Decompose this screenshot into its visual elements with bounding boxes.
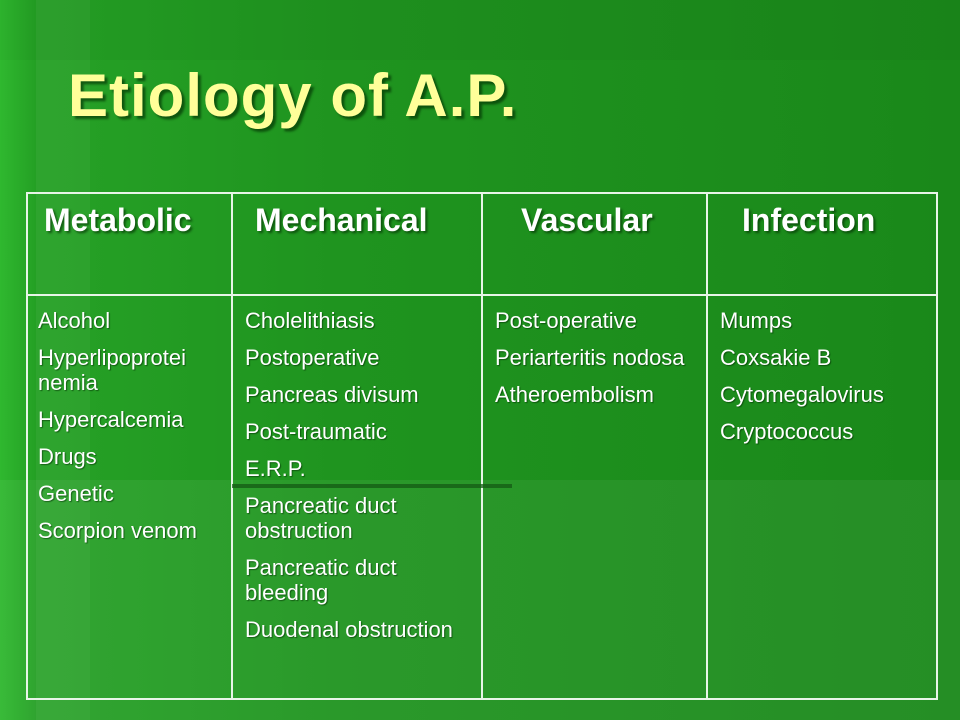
list-item: Drugs [38, 444, 97, 469]
list-item: Coxsakie B [720, 345, 832, 370]
header-cell-vascular [482, 193, 707, 295]
list-item: Cytomegalovirus [720, 382, 884, 407]
list-item: E.R.P. [245, 456, 306, 481]
header-cell-infection [707, 193, 937, 295]
infection-list [708, 296, 936, 444]
list-item: Mumps [720, 308, 793, 333]
list-item: Cholelithiasis [245, 308, 375, 333]
vascular-list [483, 296, 706, 407]
infection-cell [707, 295, 937, 699]
table-header-row [27, 193, 937, 295]
list-item: Periarteritis nodosa [495, 345, 685, 370]
list-item: Hypercalcemia [38, 407, 184, 432]
vascular-cell [482, 295, 707, 699]
column-header: Metabolic [44, 202, 192, 238]
list-item: Post-traumatic [245, 419, 387, 444]
list-item: Pancreatic duct obstruction [245, 493, 397, 543]
column-header: Mechanical [255, 202, 428, 238]
decorative-rule [232, 484, 512, 488]
list-item: Atheroembolism [495, 382, 654, 407]
list-item: Pancreatic duct bleeding [245, 555, 397, 605]
header-cell-metabolic [27, 193, 232, 295]
metabolic-cell [27, 295, 232, 699]
column-header: Vascular [521, 202, 653, 238]
background-stripe [0, 0, 960, 60]
list-item: Alcohol [38, 308, 111, 333]
etiology-table [26, 192, 938, 700]
header-cell-mechanical [232, 193, 482, 295]
table-body-row [27, 295, 937, 699]
list-item: Postoperative [245, 345, 380, 370]
slide-title: Etiology of A.P. [68, 62, 518, 129]
metabolic-list [28, 296, 231, 543]
list-item: Cryptococcus [720, 419, 854, 444]
list-item: Scorpion venom [38, 518, 197, 543]
list-item: Duodenal obstruction [245, 617, 453, 642]
column-header: Infection [742, 202, 876, 238]
list-item: Genetic [38, 481, 114, 506]
list-item: Pancreas divisum [245, 382, 419, 407]
list-item: Post-operative [495, 308, 637, 333]
list-item: Hyperlipoprotei nemia [38, 345, 186, 395]
mechanical-list [233, 296, 481, 642]
mechanical-cell [232, 295, 482, 699]
